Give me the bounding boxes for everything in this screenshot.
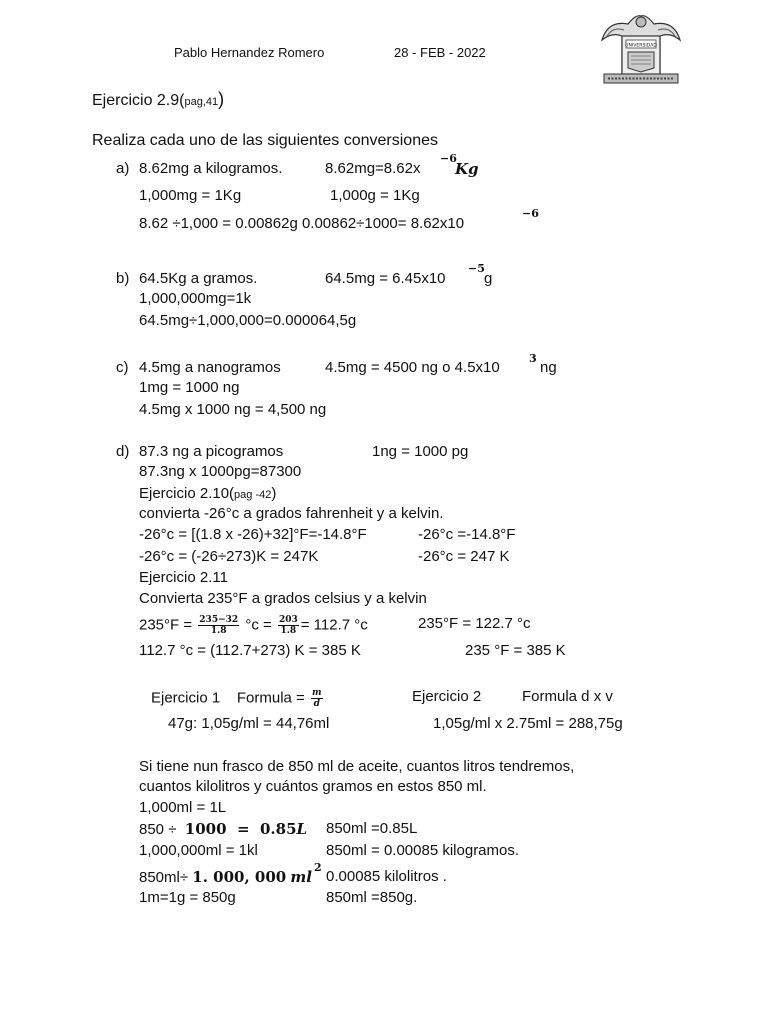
author-name: Pablo Hernandez Romero [174, 45, 325, 60]
ex210-line2-right: -26°c =-14.8°F [418, 526, 516, 543]
item-c-text: 4.5mg a nanogramos [139, 359, 281, 376]
item-c-exponent: 3 [529, 352, 537, 365]
item-a-unit: Kg [455, 160, 479, 178]
item-b-exponent: −5 [468, 262, 485, 275]
item-a-text: 8.62mg a kilogramos. [139, 160, 283, 177]
fraction-m-over-d: $\frac{m}{d}$ [312, 688, 322, 709]
ex211-line3-right: 235 °F = 385 K [465, 642, 566, 659]
document-date: 28 - FEB - 2022 [394, 45, 486, 60]
ex211-line1: Convierta 235°F a grados celsius y a kelvin [139, 590, 427, 607]
problem-line7-left: 1m=1g = 850g [139, 889, 236, 906]
formula-ex2-result: 1,05g/ml x 2.75ml = 288,75g [433, 715, 623, 732]
exercise-2-10-title: Ejercicio 2.10(pag -42) [139, 485, 277, 502]
problem-line2: cuantos kilolitros y cuántos gramos en estos 850 ml. [139, 778, 487, 795]
item-c-unit: ng [540, 359, 557, 376]
item-b-line3: 64.5mg÷1,000,000=0.000064,5g [139, 312, 357, 329]
exercise-intro: Realiza cada uno de las siguientes conversiones [92, 132, 438, 149]
problem-line4-left: 850 ÷ 1000 = 0.85L [139, 820, 308, 838]
item-b-unit: g [484, 270, 493, 287]
item-a-exponent: −6 [440, 152, 457, 165]
ex210-line1: convierta -26°c a grados fahrenheit y a kelvin. [139, 505, 444, 522]
item-b-text: 64.5Kg a gramos. [139, 270, 258, 287]
item-a-line3-exponent: −6 [522, 207, 539, 220]
problem-line7-right: 850ml =850g. [326, 889, 418, 906]
fraction-235-32-over-1-8: $\frac{235-32}{1.8}$ [199, 615, 239, 636]
ex210-line3-right: -26°c = 247 K [418, 548, 510, 565]
fraction-203-over-1-8: $\frac{203}{1.8}$ [278, 615, 298, 636]
item-d-label: d) [116, 443, 130, 460]
problem-line6-left: 850ml÷ 1. 000, 000 ml [139, 868, 312, 886]
ex210-line2-left: -26°c = [(1.8 x -26)+32]°F=-14.8°F [139, 526, 367, 543]
problem-line1: Si tiene nun frasco de 850 ml de aceite, cuantos litros tendremos, [139, 758, 575, 775]
problem-line6-right: 0.00085 kilolitros . [326, 868, 447, 885]
problem-line5-left: 1,000,000ml = 1kl [139, 842, 258, 859]
exercise-2-9-title: Ejercicio 2.9(pag,41) [92, 89, 225, 109]
item-b-line2: 1,000,000mg=1k [139, 290, 252, 307]
exercise-2-11-title: Ejercicio 2.11 [139, 569, 228, 586]
ex210-line3-left: -26°c = (-26÷273)K = 247K [139, 548, 319, 565]
seal-lettering: UNIVERSIDAD [625, 43, 657, 49]
item-a-equation: 8.62mg=8.62x [325, 160, 421, 177]
formula-ex1-result: 47g: 1,05g/ml = 44,76ml [168, 715, 330, 732]
formula-ex2-formula: Formula d x v [522, 688, 613, 705]
ex211-line3-left: 112.7 °c = (112.7+273) K = 385 K [139, 642, 361, 659]
problem-line5-right: 850ml = 0.00085 kilogramos. [326, 842, 520, 859]
item-a-line2-right: 1,000g = 1Kg [330, 187, 420, 204]
item-d-text: 87.3 ng a picogramos [139, 443, 284, 460]
item-c-equation: 4.5mg = 4500 ng o 4.5x10 [325, 359, 500, 376]
item-a-line2-left: 1,000mg = 1Kg [139, 187, 242, 204]
item-b-label: b) [116, 270, 130, 287]
ex211-line2-left: 235°F = $\frac{235-32}{1.8}$ °c = $\frac{203}{1.8}$ = 112.7 °c [139, 615, 368, 636]
problem-line6-exponent: 2 [314, 861, 322, 874]
item-a-line3: 8.62 ÷1,000 = 0.00862g 0.00862÷1000= 8.62x10 [139, 215, 465, 232]
item-d-equation: 1ng = 1000 pg [372, 443, 469, 460]
formula-ex1-label: Ejercicio 1 Formula = $\frac{m}{d}$ [151, 688, 322, 709]
item-c-line3: 4.5mg x 1000 ng = 4,500 ng [139, 401, 327, 418]
item-b-equation: 64.5mg = 6.45x10 [325, 270, 446, 287]
problem-line3: 1,000ml = 1L [139, 799, 227, 816]
formula-ex2-label: Ejercicio 2 [412, 688, 482, 705]
problem-line4-right: 850ml =0.85L [326, 820, 418, 837]
ex211-line2-right: 235°F = 122.7 °c [418, 615, 531, 632]
item-c-label: c) [116, 359, 129, 376]
university-seal-logo [598, 10, 684, 88]
item-d-line2: 87.3ng x 1000pg=87300 [139, 463, 302, 480]
item-a-label: a) [116, 160, 130, 177]
item-c-line2: 1mg = 1000 ng [139, 379, 240, 396]
